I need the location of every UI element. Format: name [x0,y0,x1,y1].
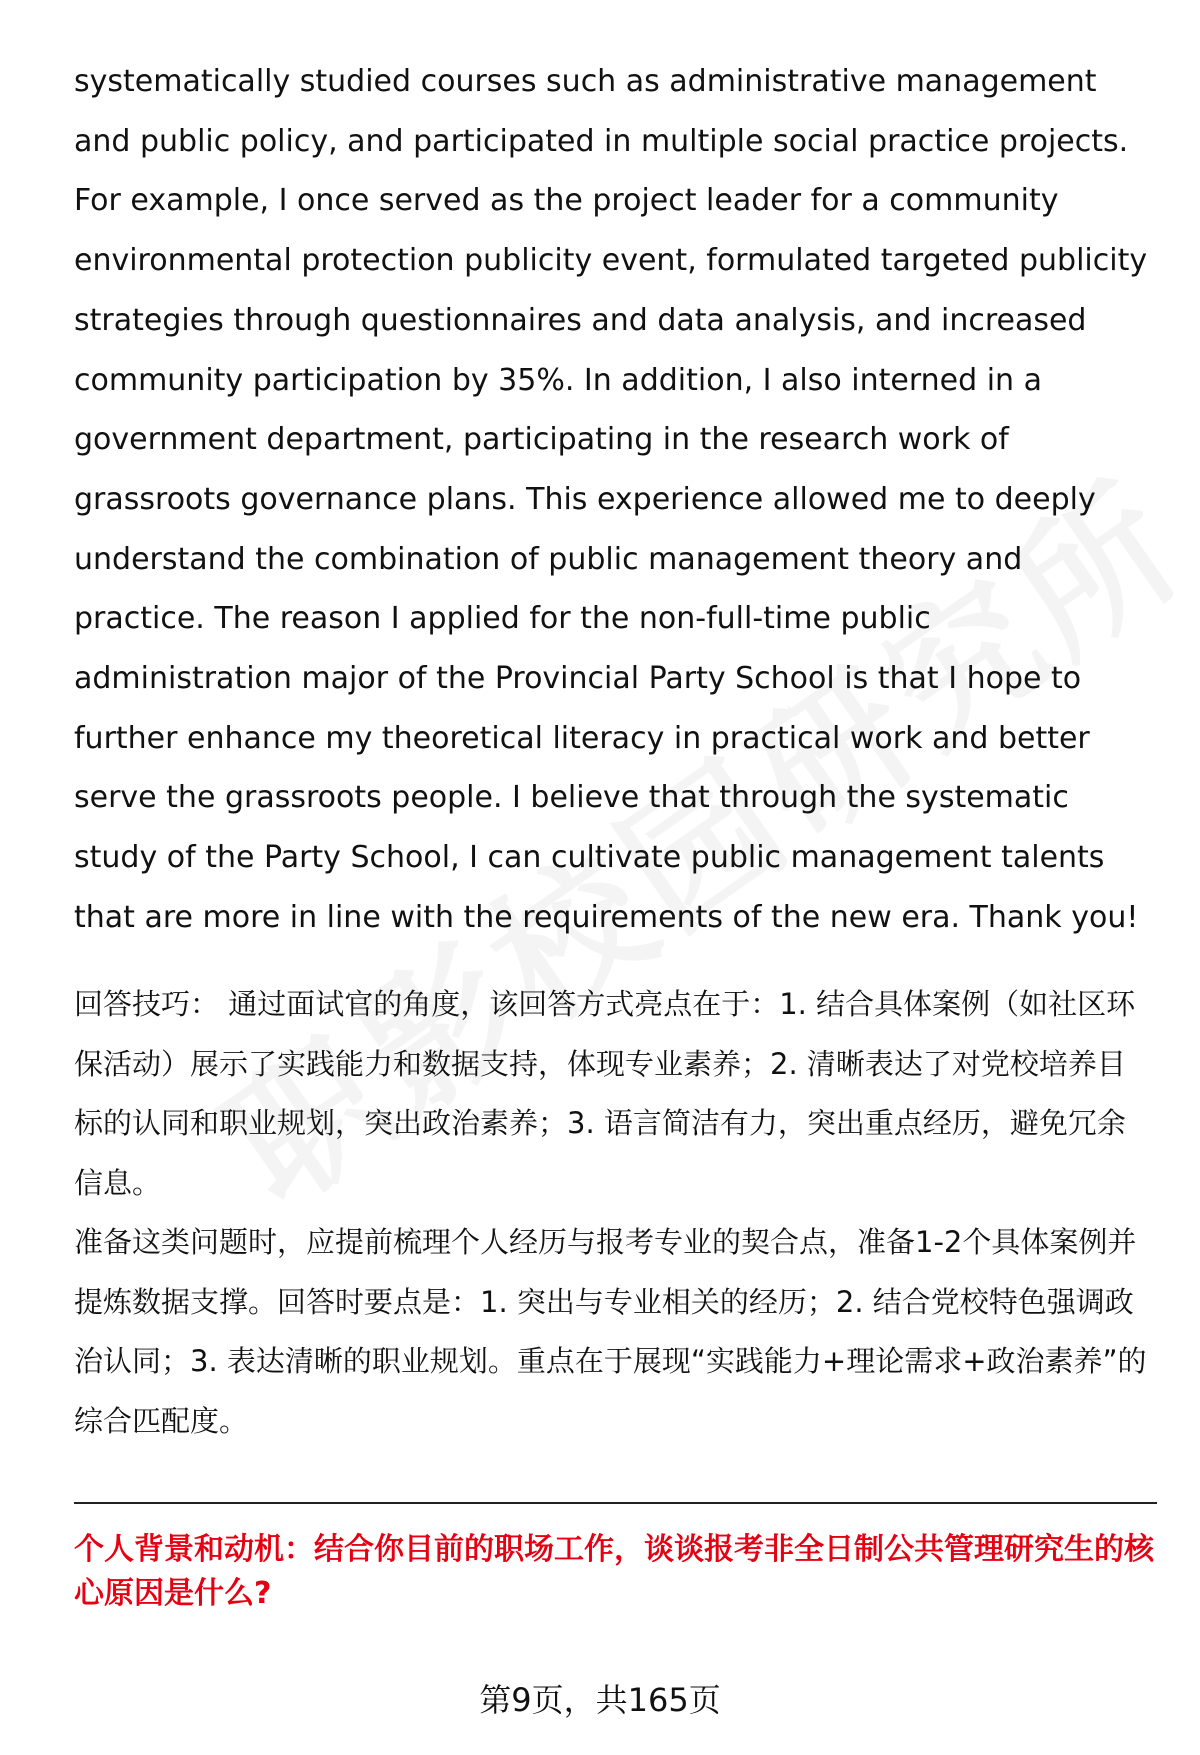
page-number: 第9页，共165页 [479,1681,721,1719]
answer-continuation-paragraph: systematically studied courses such as administrative management and public policy, and participated in multiple social practice projects. For example, I once served as the project leader for a community environmental protection publicity event, formulated targeted publicity strategies through questionnaires and data analysis, and increased community participation by 35%. In addition, I also interned in a government department, participating in the research work of grassroots governance plans. This experience allowed me to deeply understand the combination of public management theory and practice. The reason I applied for the non-full-time public administration major of the Provincial Party School is that I hope to further enhance my theoretical literacy in practical work and better serve the grassroots people. I believe that through the systematic study of the Party School, I can cultivate public management talents that are more in line with the requirements of the new era. Thank you! [74,64,1148,935]
section-divider [74,1502,1157,1504]
preparation-advice-paragraph: 准备这类问题时，应提前梳理个人经历与报考专业的契合点，准备1-2个具体案例并提炼数据支撑。回答时要点是：1. 突出与专业相关的经历；2. 结合党校特色强调政治认同；3. 表达清晰的职业规划。重点在于展现“实践能力+理论需求+政治素养”的综合匹配度。 [74,1225,1147,1438]
answer-tips-paragraph: 回答技巧： 通过面试官的角度，该回答方式亮点在于：1. 结合具体案例（如社区环保活动）展示了实践能力和数据支持，体现专业素养；2. 清晰表达了对党校培养目标的认同和职业规划，突出政治素养；3. 语言简洁有力，突出重点经历，避免冗余信息。 [74,987,1136,1200]
next-question-heading: 个人背景和动机：结合你目前的职场工作，谈谈报考非全日制公共管理研究生的核心原因是什么? [74,1532,1154,1611]
